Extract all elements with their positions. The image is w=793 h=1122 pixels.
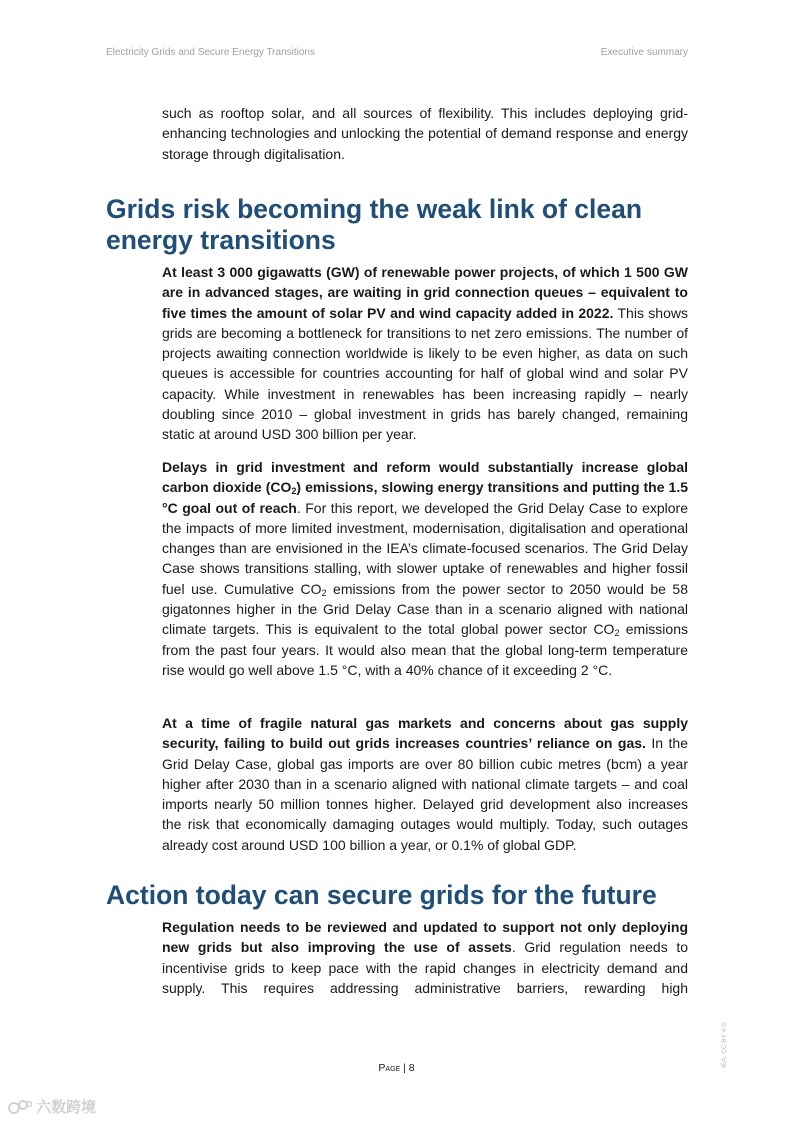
page-number: 8 — [408, 1062, 415, 1074]
lead-sentence: At a time of fragile natural gas markets and concerns about gas supply security, failing to build out grids increases countries’ reliance on gas. — [162, 715, 688, 752]
section1-paragraph-1 — [162, 262, 688, 445]
body-text: In the Grid Delay Case, global gas imports are over 80 billion cubic metres (bcm) a year higher after 2030 than in a scenario aligned with national climate targets – and coal imports nearly 50 million tonnes higher. Delayed grid development also increases the risk that economically damaging outages would multiply. Today, such outages already cost around USD 100 billion a year, or 0.1% of global GDP. — [162, 735, 688, 853]
section1-paragraph-2 — [162, 457, 688, 680]
lead-sentence: At least 3 000 gigawatts (GW) of renewable power projects, of which 1 500 GW are in advanced stages, are waiting in grid connection queues – equivalent to five times the amount of solar PV and wind capacity added in 2022. — [162, 264, 688, 321]
body-text: . Grid regulation needs to incentivise grids to keep pace with the rapid changes in electricity demand and supply. This requires addressing administrative barriers, rewarding high — [162, 939, 688, 996]
license-note: IEA. CC BY 4.0. — [721, 1021, 728, 1068]
body-text: . For this report, we developed the Grid Delay Case to explore the impacts of more limited investment, modernisation, digitalisation and operational changes than are envisioned in the IEA’s climate-focused scenarios. The Grid Delay Case shows transitions stalling, with slower uptake of renewables and higher fossil fuel use. Cumulative $CO_2$ emissions from the power sector to 2050 would be 58 gigatonnes higher in the Grid Delay Case than in a scenario aligned with national climate targets. This is equivalent to the total global power sector $CO_2$ emissions from the past four years. It would also mean that the global long-term temperature rise would go well above 1.5 °C, with a 40% chance of it exceeding 2 °C. — [162, 499, 688, 678]
section-heading-grids-risk: Grids risk becoming the weak link of clean energy transitions — [106, 194, 643, 255]
intro-text: such as rooftop solar, and all sources of flexibility. This includes deploying grid-enhancing technologies and unlocking the potential of demand response and energy storage through digitalisation. — [162, 105, 688, 162]
watermark-text: 六数跨境 — [36, 1099, 97, 1116]
report-title: Electricity Grids and Secure Energy Transitions — [106, 47, 315, 58]
intro-paragraph — [162, 103, 688, 164]
running-header — [106, 47, 688, 58]
section2-paragraph-1 — [162, 917, 688, 998]
lead-sentence: Regulation needs to be reviewed and updated to support not only deploying new grids but also improving the use of assets — [162, 919, 688, 956]
page-separator: | — [403, 1062, 406, 1074]
lead-sentence: Delays in grid investment and reform would substantially increase global carbon dioxide $(CO_2)$ emissions, slowing energy transitions and putting the 1.5 °C goal out of reach — [162, 459, 688, 516]
body-text: This shows grids are becoming a bottleneck for transitions to net zero emissions. The number of projects awaiting connection worldwide is likely to be even higher, as data on such queues is accessible for countries accounting for half of global wind and solar PV capacity. While investment in renewables has been increasing rapidly – nearly doubling since 2010 – global investment in grids has barely changed, remaining static at around USD 300 billion per year. — [162, 304, 688, 443]
page-footer — [0, 1062, 793, 1074]
chapter-title: Executive summary — [600, 47, 688, 58]
section1-paragraph-3 — [162, 713, 688, 855]
section-heading-action-today: Action today can secure grids for the future — [106, 880, 657, 910]
watermark — [8, 1096, 96, 1117]
page-label: Page — [378, 1062, 401, 1074]
watermark-logo-icon — [8, 1099, 32, 1115]
